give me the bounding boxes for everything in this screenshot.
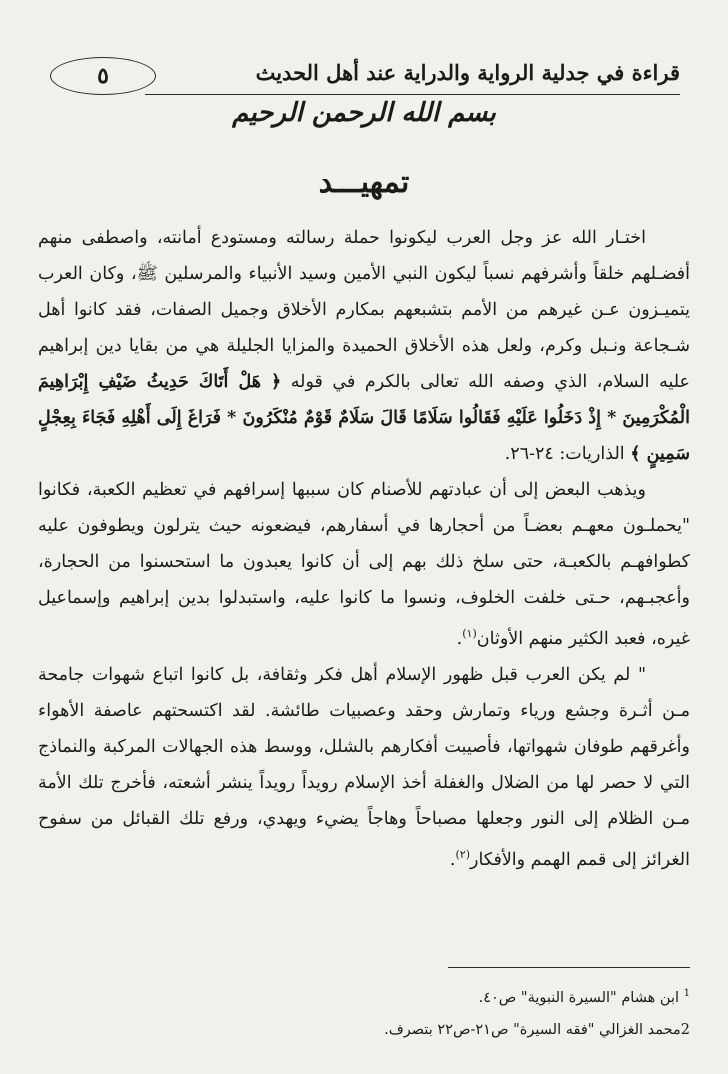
quran-verse: ﴿ هَلْ أَتَاكَ حَدِيثُ ضَيْفِ إِبْرَاهِيمَ الْمُكْرَمِينَ * إِذْ دَخَلُوا عَلَيْهِ فَقَالُوا سَلَامًا قَالَ سَلَامٌ قَوْمٌ مُنْكَرُونَ * فَرَاغَ إِلَى أَهْلِهِ فَجَاءَ بِعِجْلٍ سَمِينٍ ﴾ bbox=[38, 372, 690, 464]
paragraph-1 bbox=[38, 220, 690, 472]
footnote-text: ابن هشام "السيرة النبوية" ص٤٠. bbox=[478, 989, 680, 1006]
body-text bbox=[38, 220, 690, 878]
basmala-calligraphy: بسم الله الرحمن الرحيم bbox=[232, 98, 496, 128]
running-title: قراءة في جدلية الرواية والدراية عند أهل الحديث bbox=[255, 60, 680, 85]
footnote-marker: 1 bbox=[683, 988, 690, 999]
section-heading: تمهيـــد bbox=[318, 165, 410, 200]
header-divider bbox=[145, 94, 680, 95]
footnote-marker: 2 bbox=[680, 1021, 690, 1038]
footnotes bbox=[300, 978, 690, 1046]
paragraph-2-text: ويذهب البعض إلى أن عبادتهم للأصنام كان سببها إسرافهم في تعظيم الكعبة، فكانوا "يحملـون معهـم بعضـاً من أحجارها في أسفارهم، فيضعونه حيث يترلون ويطوفون عليه كطوافهـم بالكعبـة، حتى سلخ ذلك بهم إلى أن كانوا يعبدون ما استحسنوا من الحجارة، وأعجبـهم، حـتى خلفت الخلوف، ونسوا ما كانوا عليه، واستبدلوا بدين إبراهيم وإسماعيل غيره، فعبد الكثير منهم الأوثان bbox=[38, 480, 690, 649]
footnote-1 bbox=[300, 978, 690, 1014]
footnote-divider bbox=[448, 967, 690, 968]
paragraph-3: " لم يكن العرب قبل ظهور الإسلام أهل فكر وثقافة، بل كانوا اتباع شهوات جامحة مـن أثـرة وجشع ورياء وتمارش وحقد وعصبيات طائشة. لقد اكتسحتهم عاصفة الأهواء وأغرقهم طوفان شهواتها، فأصيبت أفكارهم بالشلل، ووسط هذه الجهالات المركبة والنماذج التي لا حصر لها من الضلال والغفلة أخذ الإسلام رويداً رويداً ينشر أشعته، فأخرج تلك الأمة مـن الظلام إلى النور وجعلها مصباحاً وهاجاً يضيء ويهدي، ورفع تلك القبائل من سفوح الغرائز إلى قمم الهمم والأفكار$^{(٢)}$. bbox=[38, 664, 690, 870]
page-number: ٥ bbox=[50, 57, 156, 95]
page-header bbox=[40, 52, 680, 102]
paragraph-1-text: اختـار الله عز وجل العرب ليكونوا حملة رسالته ومستودع أمانته، واصطفى منهم أفضـلهم خلقاً وأشرفهم نسباً ليكون النبي الأمين وسيد الأنبياء والمرسلين ﷺ، وكان العرب يتميـزون عـن غيرهم من الأمم بتشبعهم بمكارم الأخلاق وجميل الصفات، فقد كانوا أهل شـجاعة ونـبل وكرم، ولعل هذه الأخلاق الحميدة والمزايا الجليلة هي من بقايا دين إبراهيم عليه السلام، الذي وصفه الله تعالى بالكرم في قوله bbox=[38, 228, 690, 392]
paragraph-2: ويذهب البعض إلى أن عبادتهم للأصنام كان سببها إسرافهم في تعظيم الكعبة، فكانوا "يحملـون معهـم بعضـاً من أحجارها في أسفارهم، فيضعونه حيث يترلون ويطوفون عليه كطوافهـم بالكعبـة، حتى سلخ ذلك بهم إلى أن كانوا يعبدون ما استحسنوا من الحجارة، وأعجبـهم، حـتى خلفت الخلوف، ونسوا ما كانوا عليه، واستبدلوا بدين إبراهيم وإسماعيل غيره، فعبد الكثير منهم الأوثان$^{(١)}$. bbox=[38, 480, 690, 649]
verse-reference: الذاريات: ٢٤-٢٦. bbox=[504, 444, 625, 464]
footnote-ref-2[interactable]: (٢) bbox=[455, 847, 471, 861]
footnote-text: محمد الغزالي "فقه السيرة" ص٢١-ص٢٢ بتصرف. bbox=[384, 1021, 681, 1038]
paragraph-3-text: " لم يكن العرب قبل ظهور الإسلام أهل فكر وثقافة، بل كانوا اتباع شهوات جامحة مـن أثـرة وجشع ورياء وتمارش وحقد وعصبيات طائشة. لقد اكتسحتهم عاصفة الأهواء وأغرقهم طوفان شهواتها، فأصيبت أفكارهم بالشلل، ووسط هذه الجهالات المركبة والنماذج التي لا حصر لها من الضلال والغفلة أخذ الإسلام رويداً رويداً ينشر أشعته، فأخرج تلك الأمة مـن الظلام إلى النور وجعلها مصباحاً وهاجاً يضيء ويهدي، ورفع تلك القبائل من سفوح الغرائز إلى قمم الهمم والأفكار bbox=[38, 664, 690, 870]
footnote-2 bbox=[300, 1014, 690, 1046]
footnote-ref-1[interactable]: (١) bbox=[462, 627, 477, 640]
